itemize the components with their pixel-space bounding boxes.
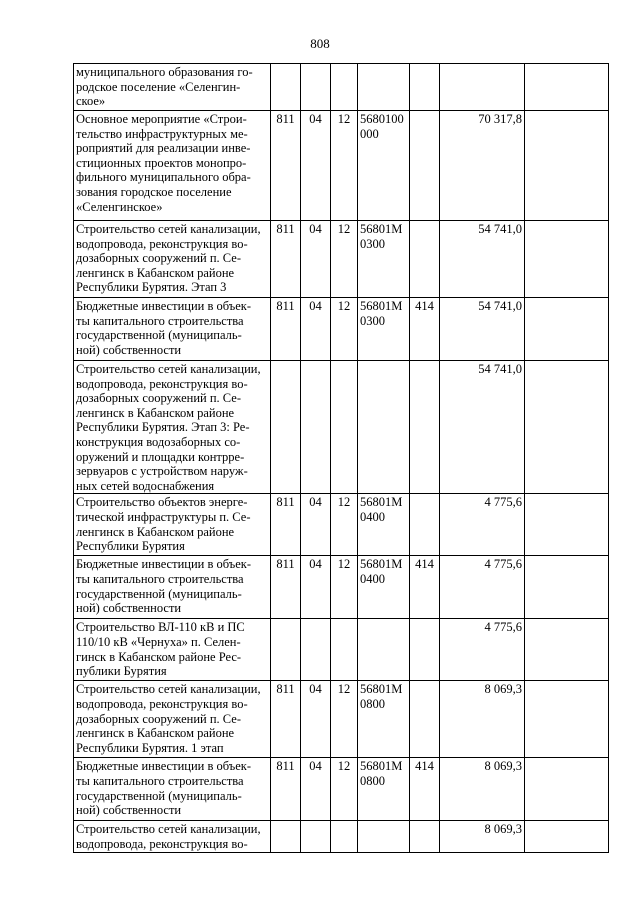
section-code-cell: 04: [301, 758, 331, 821]
subsection-code-cell: [331, 64, 358, 111]
row-name-cell: Бюджетные инвестиции в объек- ты капитального строительства государственной (муниципаль- ной) собственности: [74, 556, 271, 619]
expense-type-cell: [410, 221, 440, 298]
ved-code-cell: [271, 361, 301, 494]
empty-column-cell: [525, 758, 609, 821]
section-code-cell: [301, 619, 331, 681]
target-article-cell: [358, 821, 410, 852]
target-article-cell: 5680100 000: [358, 111, 410, 221]
budget-table: [73, 63, 609, 853]
row-name-cell: Строительство сетей канализации, водопровода, реконструкция во- дозаборных сооружений п. Се- ленгинск в Кабанском районе Республики Бурятия. Этап 3: [74, 221, 271, 298]
section-code-cell: 04: [301, 556, 331, 619]
empty-column-cell: [525, 221, 609, 298]
row-name-cell: муниципального образования го- родское поселение «Селенгин- ское»: [74, 64, 271, 111]
ved-code-cell: 811: [271, 221, 301, 298]
ved-code-cell: 811: [271, 111, 301, 221]
amount-cell: 54 741,0: [440, 221, 525, 298]
subsection-code-cell: 12: [331, 221, 358, 298]
section-code-cell: [301, 64, 331, 111]
target-article-cell: 56801М 0800: [358, 758, 410, 821]
table-row: [74, 681, 609, 758]
expense-type-cell: [410, 494, 440, 556]
ved-code-cell: [271, 619, 301, 681]
subsection-code-cell: [331, 361, 358, 494]
row-name-cell: Строительство сетей канализации, водопровода, реконструкция во- дозаборных сооружений п. Се- ленгинск в Кабанском районе Республики Бурятия. Этап 3: Ре- конструкция водозаборных со- оружений и площадки контрре- зервуаров с устройством наруж- ных сетей водоснабжения: [74, 361, 271, 494]
target-article-cell: [358, 619, 410, 681]
empty-column-cell: [525, 556, 609, 619]
section-code-cell: [301, 361, 331, 494]
expense-type-cell: [410, 681, 440, 758]
empty-column-cell: [525, 64, 609, 111]
amount-cell: 8 069,3: [440, 821, 525, 852]
target-article-cell: 56801М 0400: [358, 556, 410, 619]
row-name-cell: Строительство объектов энерге- тической инфраструктуры п. Се- ленгинск в Кабанском районе Республики Бурятия: [74, 494, 271, 556]
table-row: [74, 221, 609, 298]
table-body: [74, 64, 609, 853]
target-article-cell: 56801М 0400: [358, 494, 410, 556]
amount-cell: 4 775,6: [440, 494, 525, 556]
table-row: [74, 556, 609, 619]
amount-cell: 4 775,6: [440, 556, 525, 619]
subsection-code-cell: 12: [331, 556, 358, 619]
ved-code-cell: 811: [271, 494, 301, 556]
empty-column-cell: [525, 298, 609, 361]
table-row: [74, 494, 609, 556]
section-code-cell: 04: [301, 221, 331, 298]
section-code-cell: 04: [301, 494, 331, 556]
subsection-code-cell: 12: [331, 111, 358, 221]
row-name-cell: Основное мероприятие «Строи- тельство инфраструктурных ме- роприятий для реализации инве- стиционных проектов монопро- фильного муниципального обра- зования городское поселение «Селенгинское»: [74, 111, 271, 221]
table-row: [74, 298, 609, 361]
ved-code-cell: 811: [271, 758, 301, 821]
row-name-cell: Строительство ВЛ-110 кВ и ПС 110/10 кВ «Чернуха» п. Селен- гинск в Кабанском районе Рес- публики Бурятия: [74, 619, 271, 681]
table-row: [74, 821, 609, 852]
row-name-cell: Бюджетные инвестиции в объек- ты капитального строительства государственной (муниципаль- ной) собственности: [74, 758, 271, 821]
row-name-cell: Строительство сетей канализации, водопровода, реконструкция во- дозаборных сооружений п. Се- ленгинск в Кабанском районе Республики Бурятия. 1 этап: [74, 681, 271, 758]
expense-type-cell: [410, 111, 440, 221]
subsection-code-cell: 12: [331, 758, 358, 821]
amount-cell: 4 775,6: [440, 619, 525, 681]
amount-cell: 8 069,3: [440, 758, 525, 821]
expense-type-cell: [410, 619, 440, 681]
subsection-code-cell: [331, 821, 358, 852]
subsection-code-cell: 12: [331, 681, 358, 758]
expense-type-cell: [410, 821, 440, 852]
ved-code-cell: 811: [271, 681, 301, 758]
expense-type-cell: [410, 361, 440, 494]
empty-column-cell: [525, 821, 609, 852]
amount-cell: 54 741,0: [440, 298, 525, 361]
ved-code-cell: 811: [271, 298, 301, 361]
section-code-cell: 04: [301, 681, 331, 758]
expense-type-cell: [410, 64, 440, 111]
ved-code-cell: [271, 821, 301, 852]
target-article-cell: [358, 361, 410, 494]
table-row: [74, 619, 609, 681]
ved-code-cell: [271, 64, 301, 111]
target-article-cell: [358, 64, 410, 111]
row-name-cell: Бюджетные инвестиции в объек- ты капитального строительства государственной (муниципаль- ной) собственности: [74, 298, 271, 361]
table-row: [74, 111, 609, 221]
subsection-code-cell: 12: [331, 298, 358, 361]
amount-cell: [440, 64, 525, 111]
target-article-cell: 56801М 0800: [358, 681, 410, 758]
ved-code-cell: 811: [271, 556, 301, 619]
expense-type-cell: 414: [410, 298, 440, 361]
table-row: [74, 64, 609, 111]
row-name-cell: Строительство сетей канализации, водопровода, реконструкция во-: [74, 821, 271, 852]
table-row: [74, 361, 609, 494]
section-code-cell: [301, 821, 331, 852]
expense-type-cell: 414: [410, 556, 440, 619]
target-article-cell: 56801М 0300: [358, 221, 410, 298]
empty-column-cell: [525, 494, 609, 556]
subsection-code-cell: [331, 619, 358, 681]
page-number: 808: [310, 36, 330, 51]
empty-column-cell: [525, 111, 609, 221]
empty-column-cell: [525, 619, 609, 681]
subsection-code-cell: 12: [331, 494, 358, 556]
target-article-cell: 56801М 0300: [358, 298, 410, 361]
empty-column-cell: [525, 361, 609, 494]
amount-cell: 54 741,0: [440, 361, 525, 494]
amount-cell: 70 317,8: [440, 111, 525, 221]
table-row: [74, 758, 609, 821]
amount-cell: 8 069,3: [440, 681, 525, 758]
section-code-cell: 04: [301, 111, 331, 221]
empty-column-cell: [525, 681, 609, 758]
expense-type-cell: 414: [410, 758, 440, 821]
section-code-cell: 04: [301, 298, 331, 361]
